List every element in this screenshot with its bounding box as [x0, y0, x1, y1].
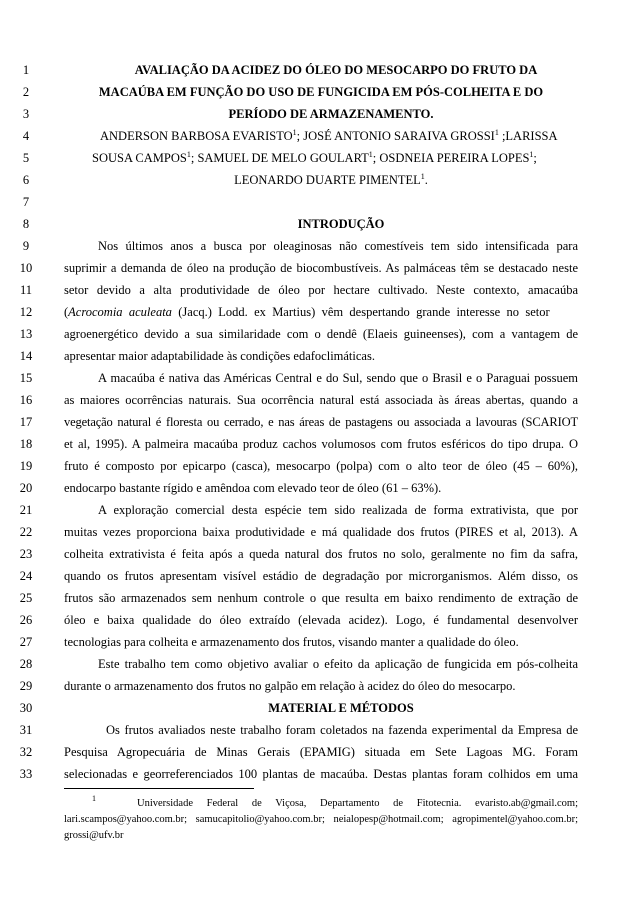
footnote-line-1 — [64, 794, 579, 811]
paper-title-line-1: AVALIAÇÃO DA ACIDEZ DO ÓLEO DO MESOCARPO DO FRUTO DA — [134, 63, 538, 77]
line-31 — [0, 721, 638, 743]
line-number: 24 — [19, 569, 33, 583]
line-number: 1 — [22, 63, 30, 77]
line-number: 10 — [19, 261, 33, 275]
line-32 — [0, 743, 638, 765]
affiliation-mark: 1 — [368, 150, 373, 159]
affiliation-mark: 1 — [186, 150, 191, 159]
author-name: SOUSA CAMPOS — [92, 151, 187, 165]
footnote-line-2: lari.scampos@yahoo.com.br; samucapitolio@yahoo.com.br; neialopesp@hotmail.com; agropimentel@yahoo.com.br; — [64, 814, 578, 825]
line-25 — [0, 589, 638, 611]
body-text-line: endocarpo bastante rígido e amêndoa com elevado teor de óleo (61 – 63%). — [64, 481, 442, 495]
section-heading-material-methods: MATERIAL E MÉTODOS — [268, 701, 414, 715]
line-26 — [0, 611, 638, 633]
body-text-line: frutos são armazenados sem nenhum controle o que resulta em baixo rendimento de extração de — [64, 591, 578, 605]
body-text-line: durante o armazenamento dos frutos no galpão em relação à acidez do óleo do mesocarpo. — [64, 679, 516, 693]
section-heading-introduction: INTRODUÇÃO — [297, 217, 385, 231]
line-17 — [0, 413, 638, 435]
body-text-line: et al, 1995). A palmeira macaúba produz cachos volumosos com frutos esféricos do tipo drupa. O — [64, 437, 578, 451]
line-number: 9 — [22, 239, 30, 253]
line-5 — [0, 149, 638, 171]
line-12 — [0, 303, 638, 325]
line-1 — [0, 61, 638, 83]
body-text-line: Nos últimos anos a busca por oleaginosas não comestíveis tem sido intensificada para — [98, 239, 578, 253]
body-text-line: tecnologias para colheita e armazenamento dos frutos, visando manter a qualidade do óleo. — [64, 635, 519, 649]
body-text-line: muitas vezes proporciona baixa produtividade e má qualidade dos frutos (PIRES et al, 2013). A — [64, 525, 578, 539]
line-33 — [0, 765, 638, 787]
line-number: 15 — [19, 371, 33, 385]
line-number: 5 — [22, 151, 30, 165]
line-3 — [0, 105, 638, 127]
body-text-line: A exploração comercial desta espécie tem sido realizada de forma extrativista, que por — [98, 503, 578, 517]
line-number: 3 — [22, 107, 30, 121]
affiliation-mark: 1 — [420, 172, 425, 181]
line-number: 32 — [19, 745, 33, 759]
footnote-text: Universidade Federal de Viçosa, Departamento de Fitotecnia. evaristo.ab@gmail.com; — [137, 798, 579, 809]
line-11 — [0, 281, 638, 303]
line-number: 11 — [19, 283, 33, 297]
affiliation-mark: 1 — [292, 128, 297, 137]
line-number: 25 — [19, 591, 33, 605]
line-number: 20 — [19, 481, 33, 495]
footnote-separator — [64, 788, 254, 789]
line-number: 19 — [19, 459, 33, 473]
species-name: Acrocomia aculeata — [68, 305, 172, 319]
body-text-line: as maiores ocorrências naturais. Sua ocorrência natural está associada às áreas abertas, quando a — [64, 393, 578, 407]
body-text-line: quando os frutos apresentam visível estádio de degradação por microrganismos. Além disso, os — [64, 569, 578, 583]
text-span: ( — [64, 305, 69, 319]
author-name: ; SAMUEL DE MELO GOULART — [190, 151, 369, 165]
text-span: (Jacq.) Lodd. ex Martius) vêm despertando grande interesse no setor — [171, 305, 550, 319]
line-22 — [0, 523, 638, 545]
paper-title-line-2: MACAÚBA EM FUNÇÃO DO USO DE FUNGICIDA EM PÓS-COLHEITA E DO — [98, 85, 544, 99]
line-number: 6 — [22, 173, 30, 187]
line-4 — [0, 127, 638, 149]
line-number: 12 — [19, 305, 33, 319]
line-6 — [0, 171, 638, 193]
author-name: ANDERSON BARBOSA EVARISTO — [100, 129, 293, 143]
line-number: 18 — [19, 437, 33, 451]
line-number: 28 — [19, 657, 33, 671]
paper-title-line-3: PERÍODO DE ARMAZENAMENTO. — [228, 107, 434, 121]
author-name: ; JOSÉ ANTONIO SARAIVA GROSSI — [296, 129, 495, 143]
body-text-line: A macaúba é nativa das Américas Central e do Sul, sendo que o Brasil e o Paraguai possuem — [98, 371, 578, 385]
authors-line-3 — [64, 171, 578, 189]
line-29 — [0, 677, 638, 699]
line-20 — [0, 479, 638, 501]
line-7 — [0, 193, 638, 215]
line-24 — [0, 567, 638, 589]
line-9 — [0, 237, 638, 259]
line-10 — [0, 259, 638, 281]
line-number: 7 — [22, 195, 30, 209]
line-number: 2 — [22, 85, 30, 99]
affiliation-mark: 1 — [529, 150, 534, 159]
body-text-line: Pesquisa Agropecuária de Minas Gerais (EPAMIG) situada em Sete Lagoas MG. Foram — [64, 745, 578, 759]
line-number: 33 — [19, 767, 33, 781]
line-27 — [0, 633, 638, 655]
line-number: 27 — [19, 635, 33, 649]
line-number: 29 — [19, 679, 33, 693]
body-text-line: fruto é composto por epicarpo (casca), mesocarpo (polpa) com o alto teor de óleo (45 – 60%), — [64, 459, 578, 473]
footnote-line-3: grossi@ufv.br — [64, 830, 124, 841]
body-text-line: óleo e baixa qualidade do óleo extraído (elevada acidez). Logo, é fundamental desenvolver — [64, 613, 578, 627]
affiliation-mark: 1 — [494, 128, 499, 137]
body-text-line — [64, 303, 578, 321]
line-number: 4 — [22, 129, 30, 143]
author-name: ;LARISSA — [498, 129, 558, 143]
author-name: ; OSDNEIA PEREIRA LOPES — [372, 151, 530, 165]
body-text-line: colheita extrativista é feita após a queda natural dos frutos no solo, geralmente no fim da safra, — [64, 547, 578, 561]
line-number: 22 — [19, 525, 33, 539]
body-text-line: Este trabalho tem como objetivo avaliar o efeito da aplicação de fungicida em pós-colheita — [98, 657, 578, 671]
footnote-mark: 1 — [92, 794, 96, 803]
author-name: LEONARDO DUARTE PIMENTEL — [234, 173, 421, 187]
authors-line-2 — [64, 149, 578, 167]
line-23 — [0, 545, 638, 567]
body-text-line: selecionadas e georreferenciados 100 plantas de macaúba. Destas plantas foram colhidos em uma — [64, 767, 578, 781]
line-number: 26 — [19, 613, 33, 627]
line-number: 30 — [19, 701, 33, 715]
line-18 — [0, 435, 638, 457]
body-text-line: Os frutos avaliados neste trabalho foram coletados na fazenda experimental da Empresa de — [106, 723, 578, 737]
author-separator: . — [424, 173, 428, 187]
body-text-line: vegetação natural é floresta ou cerrado, e nas áreas de pastagens ou associada a lavouras (SCARIOT — [64, 415, 578, 429]
line-15 — [0, 369, 638, 391]
body-text-line: apresentar maior adaptabilidade às condições edafoclimáticas. — [64, 349, 375, 363]
author-separator: ; — [533, 151, 537, 165]
line-number: 31 — [19, 723, 33, 737]
line-number: 13 — [19, 327, 33, 341]
body-text-line: setor devido a alta produtividade de óleo por hectare cultivado. Neste contexto, amacaúba — [64, 283, 578, 297]
line-number: 8 — [22, 217, 30, 231]
line-number: 23 — [19, 547, 33, 561]
line-8 — [0, 215, 638, 237]
body-text-line: agroenergético devido a sua similaridade com o dendê (Elaeis guineenses), com a vantagem de — [64, 327, 578, 341]
body-text-line: suprimir a demanda de óleo na produção de biocombustíveis. As palmáceas têm se destacado neste — [64, 261, 578, 275]
line-14 — [0, 347, 638, 369]
line-number: 16 — [19, 393, 33, 407]
line-number: 14 — [19, 349, 33, 363]
line-21 — [0, 501, 638, 523]
line-19 — [0, 457, 638, 479]
line-30 — [0, 699, 638, 721]
line-13 — [0, 325, 638, 347]
line-2 — [0, 83, 638, 105]
authors-line-1 — [64, 127, 578, 145]
line-number: 21 — [19, 503, 33, 517]
line-16 — [0, 391, 638, 413]
line-28 — [0, 655, 638, 677]
line-number: 17 — [19, 415, 33, 429]
